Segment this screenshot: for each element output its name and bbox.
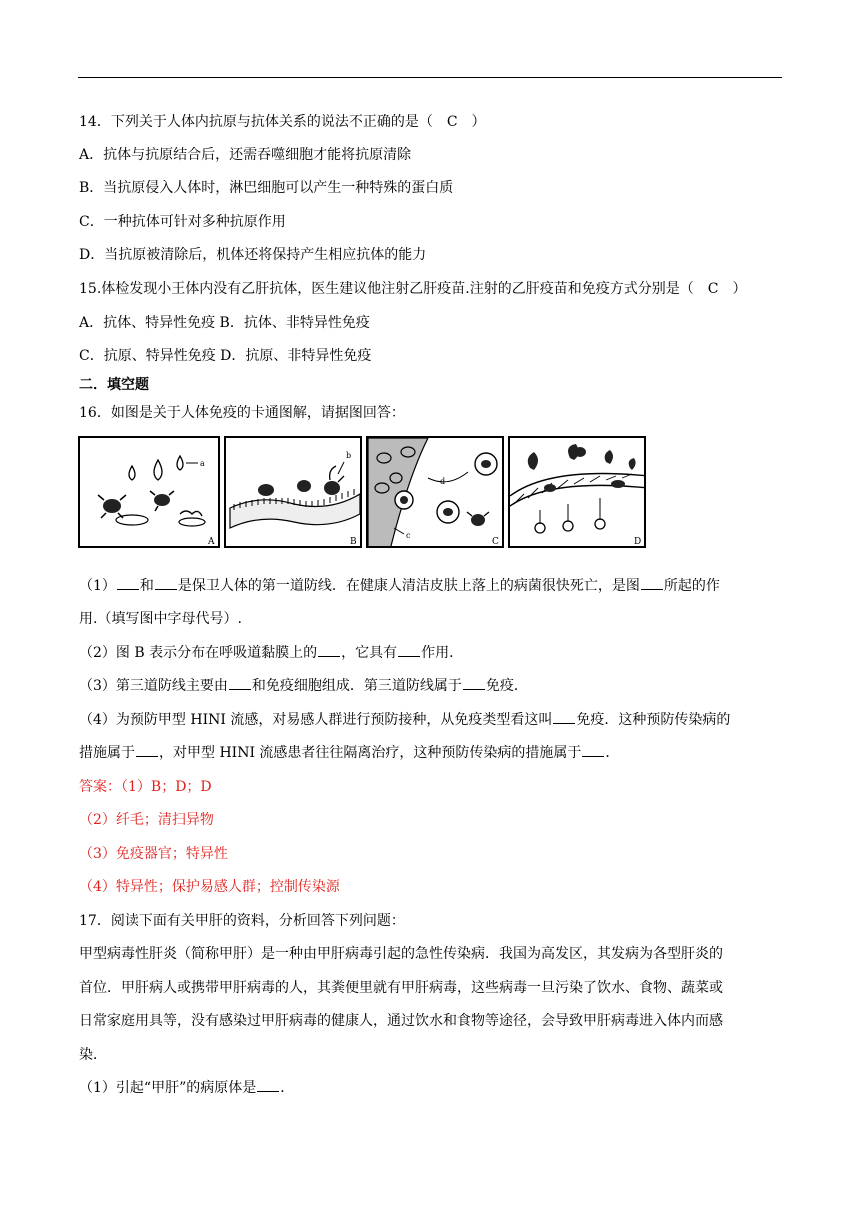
mark-a: a [200,459,205,468]
q15-stem: 15.体检发现小王体内没有乙肝抗体，医生建议他注射乙肝疫苗.注射的乙肝疫苗和免疫方式分别是（ C ） [79,281,747,297]
answer-blank[interactable] [155,577,177,590]
q17-part1: （1）引起“甲肝”的病原体是 ． [79,1080,295,1096]
panel-label-a: A [208,537,215,547]
mark-d: d [440,477,446,486]
header-rule [78,77,782,78]
q14-answer: C [446,114,458,130]
q16-part4-line2: 措施属于 ，对甲型 HINI 流感患者往往隔离治疗，这种预防传染病的措施属于 ． [79,745,620,761]
figure-panel-c [366,436,504,548]
answer-blank[interactable] [641,577,663,590]
figure-panel-a [78,436,220,548]
q16-part2: （2）图 B 表示分布在呼吸道黏膜上的 ，它具有 作用． [79,645,464,661]
figure-panel-d [508,436,646,548]
q16-part4-line1: （4）为预防甲型 HINI 流感，对易感人群进行预防接种，从免疫类型看这叫 免疫．这种预防传染病的 [79,712,731,728]
answer-blank[interactable] [257,1079,279,1092]
q14-option-b: B．当抗原侵入人体时，淋巴细胞可以产生一种特殊的蛋白质 [79,180,454,196]
answer-blank[interactable] [463,677,485,690]
q17-stem: 17．阅读下面有关甲肝的资料，分析回答下列问题： [79,913,405,929]
panel-label-d: D [634,537,642,547]
mark-c: c [406,531,411,540]
q17-paragraph-line4: 染． [79,1047,107,1063]
q15-options-row2: C．抗原、特异性免疫 D．抗原、非特异性免疫 [79,348,372,364]
q15-answer: C [707,281,719,297]
answer-blank[interactable] [136,744,158,757]
q14-option-d: D．当抗原被清除后，机体还将保持产生相应抗体的能力 [79,247,427,263]
q16-part1-line1: （1） 和 是保卫人体的第一道防线．在健康人清洁皮肤上落上的病菌很快死亡，是图 所起的作 [79,578,720,594]
answer-blank[interactable] [318,644,340,657]
q14-stem: 14．下列关于人体内抗原与抗体关系的说法不正确的是（ C ） [79,114,486,130]
q14-option-c: C．一种抗体可针对多种抗原作用 [79,214,286,230]
q17-paragraph-line1: 甲型病毒性肝炎（简称甲肝）是一种由甲肝病毒引起的急性传染病．我国为高发区，其发病为各型肝炎的 [79,946,723,962]
section-title: 二．填空题 [79,377,149,393]
q16-answer-4: （4）特异性；保护易感人群；控制传染源 [79,879,340,895]
figure-panel-b [224,436,362,548]
answer-blank[interactable] [582,744,604,757]
answer-blank[interactable] [117,577,139,590]
q17-paragraph-line2: 首位．甲肝病人或携带甲肝病毒的人，其粪便里就有甲肝病毒，这些病毒一旦污染了饮水、食物、蔬菜或 [79,980,723,996]
q16-answer-3: （3）免疫器官；特异性 [79,846,228,862]
panel-label-b: B [350,537,357,547]
immunity-figure [78,436,648,552]
mark-b: b [346,451,352,460]
q16-answer-1: 答案：（1）B；D；D [79,779,212,795]
q17-paragraph-line3: 日常家庭用具等，没有感染过甲肝病毒的健康人，通过饮水和食物等途径，会导致甲肝病毒进入体内而感 [79,1013,723,1029]
q14-option-a: A．抗体与抗原结合后，还需吞噬细胞才能将抗原清除 [79,147,412,163]
answer-blank[interactable] [229,677,251,690]
answer-blank[interactable] [398,644,420,657]
q16-stem: 16．如图是关于人体免疫的卡通图解，请据图回答： [79,405,405,421]
q16-part3: （3）第三道防线主要由 和免疫细胞组成．第三道防线属于 免疫． [79,678,528,694]
q16-part1-line2: 用.（填写图中字母代号）. [79,611,242,627]
q16-answer-2: （2）纤毛；清扫异物 [79,812,214,828]
answer-blank[interactable] [553,711,575,724]
panel-label-c: C [492,537,499,547]
q15-options-row1: A．抗体、特异性免疫 B．抗体、非特异性免疫 [79,315,370,331]
